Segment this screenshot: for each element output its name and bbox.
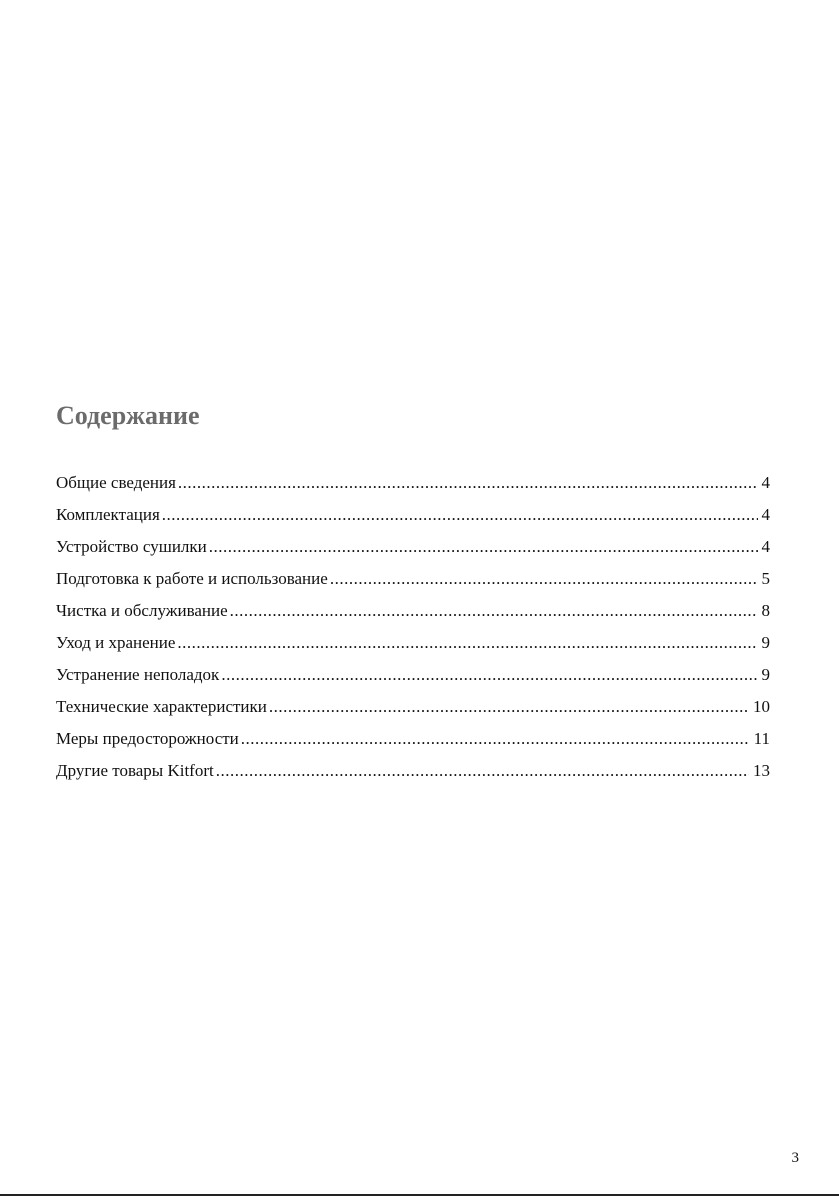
toc-entry-label: Подготовка к работе и использование xyxy=(56,569,328,588)
toc-entry xyxy=(56,499,770,531)
toc-dot-leader xyxy=(230,595,758,627)
toc-entry-label: Меры предосторожности xyxy=(56,729,239,748)
toc-dot-leader xyxy=(241,723,750,755)
toc-entry-page: 4 xyxy=(761,537,770,556)
toc-entry-label: Технические характеристики xyxy=(56,697,267,716)
toc-entry-page: 5 xyxy=(761,569,770,588)
toc-entry-label: Общие сведения xyxy=(56,473,176,492)
toc-entry-label: Уход и хранение xyxy=(56,633,176,652)
toc-dot-leader xyxy=(221,659,757,691)
toc-dot-leader xyxy=(177,627,757,659)
toc-entry-page: 9 xyxy=(761,665,770,684)
toc-entry-page: 8 xyxy=(761,601,770,620)
toc-entry-page: 11 xyxy=(753,729,770,748)
toc-dot-leader xyxy=(178,467,758,499)
toc-entry-label: Устройство сушилки xyxy=(56,537,207,556)
toc-dot-leader xyxy=(216,755,749,787)
toc-entry-page: 4 xyxy=(761,505,770,524)
toc-entry-page: 9 xyxy=(761,633,770,652)
toc-entry-label: Комплектация xyxy=(56,505,160,524)
toc-dot-leader xyxy=(269,691,749,723)
toc-entry xyxy=(56,531,770,563)
page-number: 3 xyxy=(791,1150,799,1166)
toc-entry-page: 4 xyxy=(761,473,770,492)
toc-entry-page: 13 xyxy=(753,761,770,780)
toc-dot-leader xyxy=(209,531,758,563)
toc-entry-label: Другие товары Kitfort xyxy=(56,761,214,780)
toc-list xyxy=(56,467,770,787)
toc-entry xyxy=(56,595,770,627)
toc-entry-page: 10 xyxy=(753,697,770,716)
toc-entry xyxy=(56,691,770,723)
toc-entry xyxy=(56,723,770,755)
toc-entry-label: Чистка и обслуживание xyxy=(56,601,228,620)
toc-entry xyxy=(56,659,770,691)
toc-entry xyxy=(56,627,770,659)
toc-dot-leader xyxy=(162,499,758,531)
toc-title: Содержание xyxy=(56,401,200,430)
toc-entry xyxy=(56,467,770,499)
toc-dot-leader xyxy=(330,563,758,595)
toc-entry xyxy=(56,755,770,787)
toc-entry xyxy=(56,563,770,595)
toc-entry-label: Устранение неполадок xyxy=(56,665,220,684)
